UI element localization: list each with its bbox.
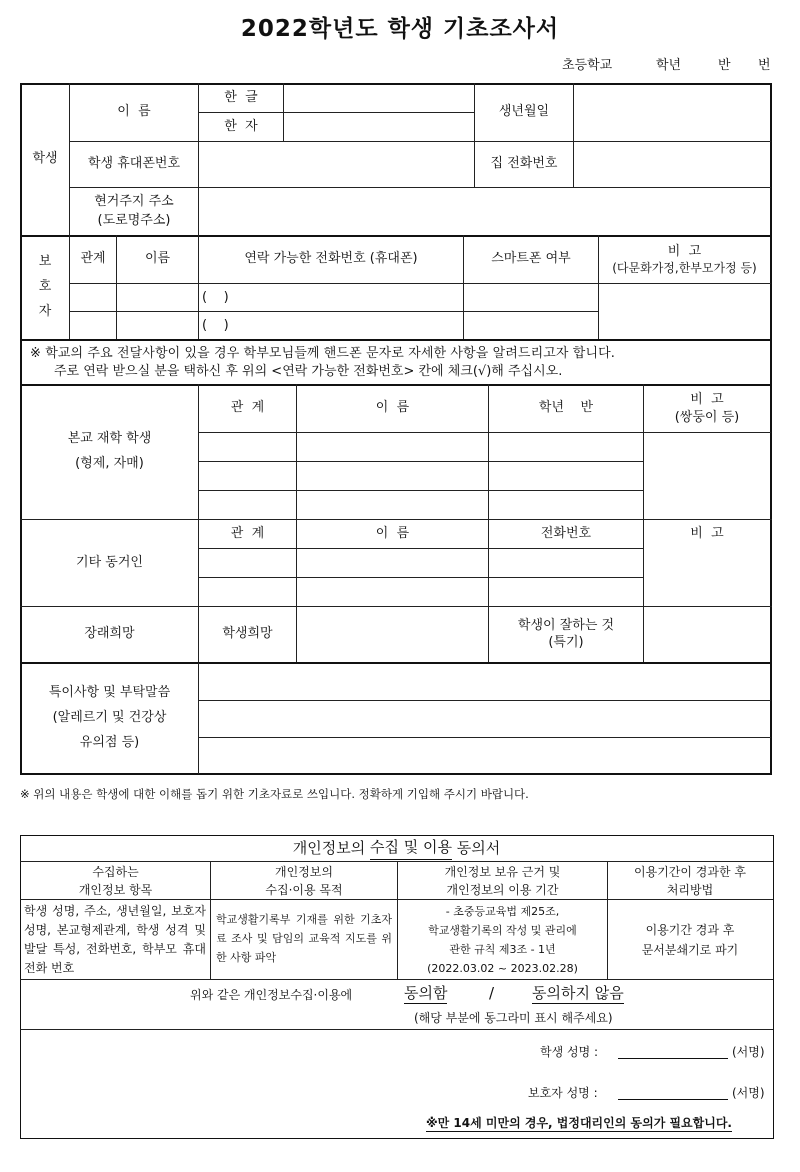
consent-col1-header-line2: 개인정보 항목 xyxy=(78,882,153,897)
legal-guardian-warning-text: ※만 14세 미만의 경우, 법정대리인의 동의가 필요합니다. xyxy=(426,1116,732,1130)
consent-col3-header-line2: 개인정보의 이용 기간 xyxy=(446,882,559,897)
student-hope-label: 학생희망 xyxy=(222,626,273,642)
address-label xyxy=(70,188,198,235)
talent-field[interactable] xyxy=(644,607,770,662)
agree-separator: / xyxy=(489,984,495,1002)
consent-col1-header xyxy=(21,862,210,899)
student-section-label: 학생 xyxy=(32,151,58,167)
legal-guardian-warning xyxy=(426,1113,732,1133)
consent-col1-header-line1: 수집하는 xyxy=(92,864,139,879)
disagree-option[interactable] xyxy=(532,983,624,1003)
home-phone-field[interactable] xyxy=(574,142,770,187)
hanja-name-field[interactable] xyxy=(284,113,474,141)
others-phone-header: 전화번호 xyxy=(540,525,592,541)
student-sign-mark: (서명) xyxy=(732,1044,765,1059)
disagree-option-text: 동의하지 않음 xyxy=(532,984,624,1002)
student-hope-field[interactable] xyxy=(297,607,488,662)
guardian-section-text: 보호자 xyxy=(38,254,52,319)
contact-notice-line2: 주로 연락 받으실 분을 택하신 후 위의 <연락 가능한 전화번호> 칸에 체크(√)해 주십시오. xyxy=(54,364,563,379)
guardian-phone-check-2[interactable]: ( ) xyxy=(202,318,229,333)
student-sign-line[interactable] xyxy=(618,1058,728,1059)
guardian-remarks-header xyxy=(599,236,770,283)
talent-note: (특기) xyxy=(548,634,584,650)
name-label: 이 름 xyxy=(117,104,151,120)
siblings-name-header: 이 름 xyxy=(375,400,410,416)
address-field[interactable] xyxy=(199,188,770,235)
guardian-sign-line[interactable] xyxy=(618,1099,728,1100)
consent-basis-line3: 관한 규칙 제3조 - 1년 xyxy=(449,942,556,956)
special-notes-line1: 특이사항 및 부탁말씀 xyxy=(48,685,171,701)
talent-text: 학생이 잘하는 것 xyxy=(517,617,615,633)
contact-notice xyxy=(30,345,774,381)
consent-col4-header-line1: 이용기간이 경과한 후 xyxy=(634,864,746,879)
guardian-phone-header: 연락 가능한 전화번호 (휴대폰) xyxy=(244,251,418,267)
smartphone-header: 스마트폰 여부 xyxy=(491,251,571,267)
guardian-remarks-title: 비 고 xyxy=(667,243,702,259)
others-relation-header: 관 계 xyxy=(230,525,265,541)
consent-title-post: 동의서 xyxy=(451,838,501,857)
birth-field[interactable] xyxy=(574,84,770,141)
guardian-sign-label: 보호자 성명 : xyxy=(528,1085,598,1100)
birth-label: 생년월일 xyxy=(498,104,550,120)
consent-purpose: 학교생활기록부 기재를 위한 기초자료 조사 및 담임의 교육적 지도를 위한 사항 파악 xyxy=(216,913,392,964)
consent-items: 학생 성명, 주소, 생년월일, 보호자 성명, 본교형제관계, 학생 성격 및 발달 특성, 전화번호, 학부모 휴대전화 번호 xyxy=(24,904,206,975)
consent-col2-header-line1: 개인정보의 xyxy=(275,864,333,879)
siblings-label-note: (형제, 자매) xyxy=(75,456,144,471)
siblings-label-text: 본교 재학 학생 xyxy=(67,431,152,447)
consent-col4-header xyxy=(608,862,772,899)
contact-notice-line1: ※ 학교의 주요 전달사항이 있을 경우 학부모님들께 핸드폰 문자로 자세한 사항을 알려드리고자 합니다. xyxy=(30,346,615,361)
siblings-grade-header: 학년 반 xyxy=(538,400,594,416)
consent-basis xyxy=(398,900,607,979)
special-notes-line2: (알레르기 및 건강상 xyxy=(52,710,167,726)
consent-basis-line4: (2022.03.02 ~ 2023.02.28) xyxy=(427,961,578,975)
class-label: 반 xyxy=(718,58,731,73)
guardian-name-header: 이름 xyxy=(144,251,171,267)
footnote: ※ 위의 내용은 학생에 대한 이해를 돕기 위한 기초자료로 쓰입니다. 정확하게 기입해 주시기 바랍니다. xyxy=(20,787,529,801)
others-name-header: 이 름 xyxy=(375,525,410,541)
siblings-remarks-header xyxy=(644,385,770,432)
consent-col2-header-line2: 수집·이용 목적 xyxy=(265,882,343,897)
number-label: 번 xyxy=(758,58,771,73)
student-phone-label: 학생 휴대폰번호 xyxy=(87,156,181,172)
others-remarks-header: 비 고 xyxy=(690,525,724,541)
consent-title-underlined: 수집 및 이용 xyxy=(370,837,452,860)
student-sign-label: 학생 성명 : xyxy=(540,1044,599,1059)
guardian-phone-check-1[interactable]: ( ) xyxy=(202,290,229,305)
special-notes-line3: 유의점 등) xyxy=(79,734,140,750)
siblings-relation-header: 관 계 xyxy=(230,400,265,416)
consent-col3-header-line1: 개인정보 보유 근거 및 xyxy=(444,864,561,879)
future-label: 장래희망 xyxy=(84,626,135,642)
consent-col2-header xyxy=(211,862,397,899)
consent-col3-header xyxy=(398,862,607,899)
circle-instruction: (해당 부분에 동그라미 표시 해주세요) xyxy=(414,1010,613,1025)
home-phone-label: 집 전화번호 xyxy=(490,156,558,172)
guardian-section-label xyxy=(21,236,69,339)
guardian-remarks-note: (다문화가정,한부모가정 등) xyxy=(612,261,757,276)
address-note: (도로명주소) xyxy=(97,212,171,228)
others-label: 기타 동거인 xyxy=(76,554,143,570)
grade-label: 학년 xyxy=(656,58,682,73)
page-title: 2022학년도 학생 기초조사서 xyxy=(240,16,560,42)
agree-option-text: 동의함 xyxy=(404,984,448,1002)
consent-disposal-line1: 이용기간 경과 후 xyxy=(645,922,735,937)
consent-title xyxy=(21,836,772,861)
siblings-remarks-title: 비 고 xyxy=(690,391,724,407)
consent-disposal xyxy=(608,900,772,979)
guardian-relation-header: 관계 xyxy=(80,251,106,267)
consent-title-pre: 개인정보의 xyxy=(292,838,370,857)
siblings-remarks-note: (쌍둥이 등) xyxy=(674,409,740,425)
talent-label xyxy=(489,607,643,662)
guardian-sign-mark: (서명) xyxy=(732,1085,765,1100)
siblings-label xyxy=(21,385,198,519)
school-label: 초등학교 xyxy=(562,58,613,73)
consent-disposal-line2: 문서분쇄기로 파기 xyxy=(641,942,739,957)
consent-basis-line2: 학교생활기록의 작성 및 관리에 xyxy=(428,923,577,937)
address-text: 현거주지 주소 xyxy=(94,193,174,209)
student-phone-field[interactable] xyxy=(199,142,474,187)
consent-basis-line1: - 초중등교육법 제25조, xyxy=(445,904,560,918)
hangul-name-field[interactable] xyxy=(284,84,474,112)
hanja-label: 한 자 xyxy=(224,118,258,134)
hangul-label: 한 글 xyxy=(224,89,258,105)
agree-option[interactable] xyxy=(404,983,447,1003)
agree-prompt: 위와 같은 개인정보수집·이용에 xyxy=(190,987,353,1002)
special-notes-label xyxy=(21,664,198,773)
consent-col4-header-line2: 처리방법 xyxy=(666,882,714,897)
